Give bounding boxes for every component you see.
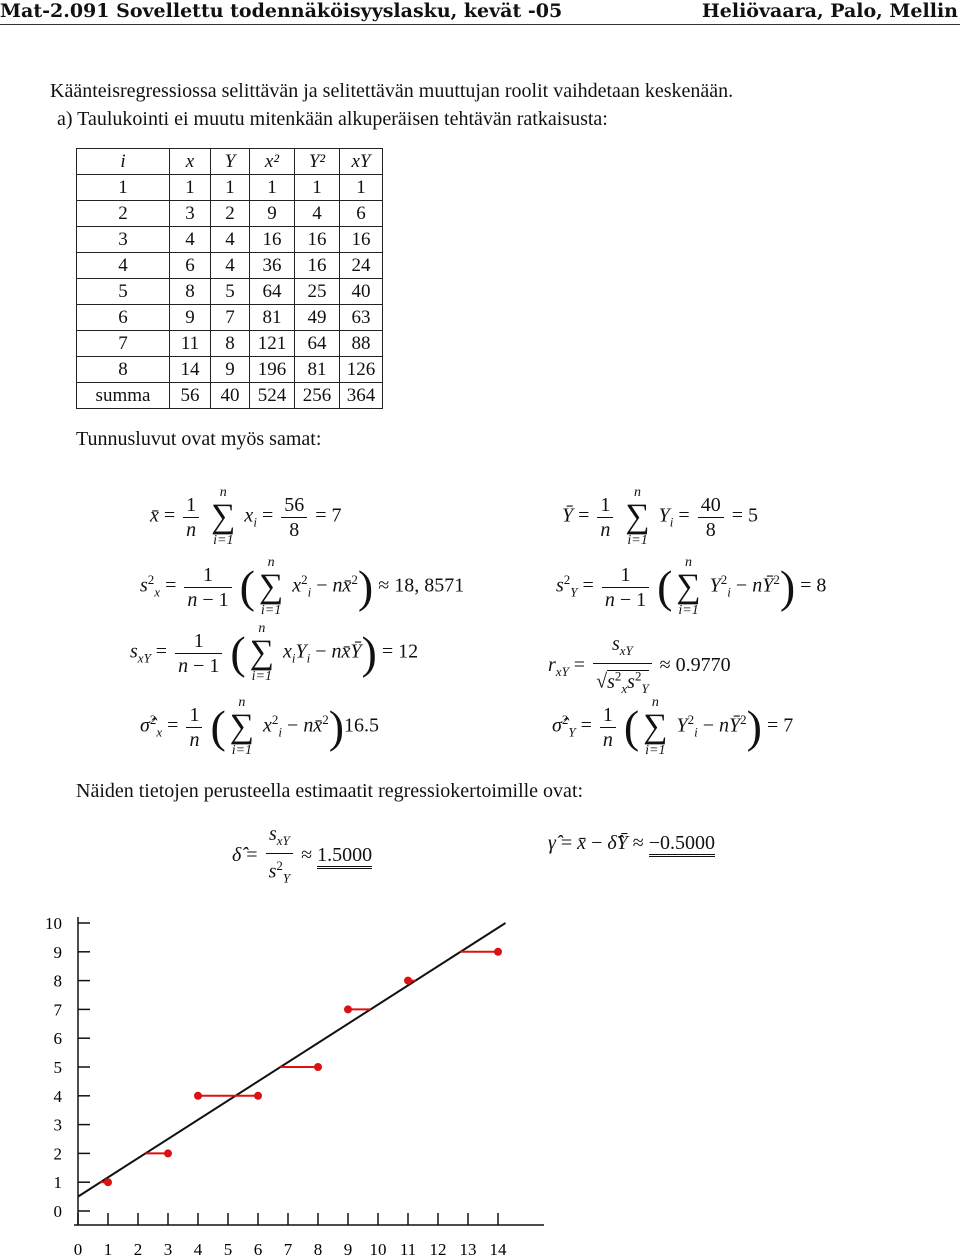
table-row <box>77 175 383 201</box>
table-header-cell: x² <box>250 149 295 175</box>
data-point <box>344 1005 352 1013</box>
table-cell: 364 <box>340 383 383 409</box>
table-cell: 4 <box>77 253 170 279</box>
table-cell: 64 <box>295 331 340 357</box>
table-cell: 7 <box>77 331 170 357</box>
y-tick-label: 8 <box>53 971 62 991</box>
gamma-value: −0.5000 <box>649 832 715 857</box>
xbar-numerator: 56 <box>281 493 307 518</box>
table-cell: 16 <box>295 253 340 279</box>
y-tick-label: 0 <box>53 1202 62 1221</box>
delta-value: 1.5000 <box>317 844 372 869</box>
data-point <box>194 1092 202 1100</box>
table-cell: 16 <box>340 227 383 253</box>
data-point <box>164 1149 172 1157</box>
table-row <box>77 201 383 227</box>
table-cell: 16 <box>250 227 295 253</box>
table-header-row <box>77 149 383 175</box>
table-cell: 7 <box>211 305 250 331</box>
table-cell: 40 <box>211 383 250 409</box>
table-cell: 6 <box>77 305 170 331</box>
estimates-intro: Näiden tietojen perusteella estimaatit regressiokertoimille ovat: <box>76 780 584 802</box>
formula-ybar: Ȳ = $\frac{1}{n}$ n ∑ i=1 $Y_i$ = $\frac{40}{8}$ = 5 <box>562 485 758 548</box>
x-tick-label: 3 <box>163 1240 173 1256</box>
ybar-numerator: 40 <box>698 493 724 518</box>
table-cell: 4 <box>295 201 340 227</box>
x-tick-label: 2 <box>133 1240 143 1256</box>
table-cell: 524 <box>250 383 295 409</box>
x-tick-label: 7 <box>283 1240 293 1256</box>
y-tick-label: 9 <box>53 942 62 962</box>
table-cell: 4 <box>170 227 211 253</box>
table-cell: summa <box>77 383 170 409</box>
table-cell: 1 <box>170 175 211 201</box>
table-cell: 1 <box>250 175 295 201</box>
table-cell: 56 <box>170 383 211 409</box>
table-row <box>77 383 383 409</box>
data-table <box>76 148 383 409</box>
x-tick-label: 12 <box>429 1240 447 1256</box>
data-point <box>314 1063 322 1071</box>
x-tick-label: 5 <box>223 1240 233 1256</box>
table-cell: 8 <box>211 331 250 357</box>
ybar-denominator: 8 <box>705 518 716 541</box>
table-header-cell: xY <box>340 149 383 175</box>
data-point <box>494 948 502 956</box>
y-tick-label: 6 <box>53 1029 62 1049</box>
formula-xbar: x̄ = $\frac{1}{n}$ n ∑ i=1 $x_i$ = $\frac{56}{8}$ = 7 <box>150 485 342 548</box>
table-cell: 9 <box>170 305 211 331</box>
formula-gamma: γ̂ = x̄ − δ̂Ȳ ≈ −0.5000 <box>548 832 715 855</box>
table-cell: 40 <box>340 279 383 305</box>
table-cell: 5 <box>77 279 170 305</box>
table-header-cell: Y² <box>295 149 340 175</box>
data-point <box>404 977 412 985</box>
table-row <box>77 331 383 357</box>
table-cell: 8 <box>170 279 211 305</box>
intro-text: Käänteisregressiossa selittävän ja selitettävän muuttujan roolit vaihdetaan keskenään. <box>50 80 734 102</box>
y-tick-label: 3 <box>53 1115 62 1135</box>
page-header <box>0 0 960 25</box>
table-cell: 126 <box>340 357 383 383</box>
table-cell: 9 <box>250 201 295 227</box>
table-cell: 4 <box>211 227 250 253</box>
table-cell: 16 <box>295 227 340 253</box>
table-cell: 14 <box>170 357 211 383</box>
rxy-result: ≈ 0.9770 <box>659 653 731 676</box>
header-authors: Heliövaara, Palo, Mellin <box>701 0 958 22</box>
xbar-result: = 7 <box>315 504 342 527</box>
table-cell: 24 <box>340 253 383 279</box>
table-cell: 4 <box>211 253 250 279</box>
x-tick-label: 14 <box>489 1240 507 1256</box>
table-cell: 5 <box>211 279 250 305</box>
y-tick-label: 5 <box>53 1058 62 1077</box>
y-tick-label: 4 <box>53 1086 62 1106</box>
y-tick-label: 10 <box>45 914 62 933</box>
data-point <box>104 1178 112 1186</box>
part-a-text: a) Taulukointi ei muutu mitenkään alkuperäisen tehtävän ratkaisusta: <box>57 108 608 130</box>
table-row <box>77 253 383 279</box>
x-tick-label: 9 <box>343 1240 353 1256</box>
table-cell: 8 <box>77 357 170 383</box>
table-cell: 11 <box>170 331 211 357</box>
table-cell: 3 <box>77 227 170 253</box>
table-header-cell: i <box>77 149 170 175</box>
x-tick-label: 11 <box>399 1240 417 1256</box>
table-cell: 88 <box>340 331 383 357</box>
regression-scatter-plot <box>0 895 560 1256</box>
table-cell: 6 <box>340 201 383 227</box>
formula-s2x: $s^2_x$ = $\frac{1}{n - 1}$ ( n ∑ i=1 $x^2_i$ − nx̄$^2$) ≈ 18, 8571 <box>140 555 465 618</box>
sigma-x-result: 16.5 <box>344 714 380 737</box>
data-point <box>254 1092 262 1100</box>
s2x-result: ≈ 18, 8571 <box>378 574 465 597</box>
table-cell: 6 <box>170 253 211 279</box>
table-header-cell: x <box>170 149 211 175</box>
table-row <box>77 357 383 383</box>
table-cell: 36 <box>250 253 295 279</box>
table-cell: 1 <box>295 175 340 201</box>
x-tick-label: 13 <box>459 1240 477 1256</box>
formula-sigma-x: σ̂$^2_x$ = $\frac{1}{n}$ ( n ∑ i=1 $x^2_i$ − nx̄$^2$)16.5 <box>140 695 380 758</box>
table-cell: 2 <box>211 201 250 227</box>
y-tick-label: 2 <box>53 1144 62 1164</box>
y-tick-label: 7 <box>53 1000 62 1020</box>
x-tick-label: 8 <box>313 1240 323 1256</box>
table-row <box>77 279 383 305</box>
table-cell: 196 <box>250 357 295 383</box>
table-cell: 256 <box>295 383 340 409</box>
sxy-result: = 12 <box>381 640 419 663</box>
x-tick-label: 10 <box>369 1240 387 1256</box>
regression-line <box>78 923 505 1197</box>
table-cell: 121 <box>250 331 295 357</box>
xbar-denominator: 8 <box>289 518 300 541</box>
table-row <box>77 227 383 253</box>
x-tick-label: 6 <box>253 1240 263 1256</box>
formula-s2y: $s^2_Y$ = $\frac{1}{n - 1}$ ( n ∑ i=1 $Y^2_i$ − $nȲ^2) = 8$ <box>556 555 827 618</box>
table-cell: 1 <box>77 175 170 201</box>
table-cell: 63 <box>340 305 383 331</box>
s2y-result: = 8 <box>800 574 827 597</box>
x-tick-label: 0 <box>73 1240 83 1256</box>
table-cell: 64 <box>250 279 295 305</box>
header-course: Mat-2.091 Sovellettu todennäköisyyslasku, kevät -05 <box>0 0 563 22</box>
formula-sxy: $s_{xY}$ = $\frac{1}{n - 1}$ ( n ∑ i=1 $x_iY_i$ − nx̄Ȳ) = 12 <box>130 621 419 684</box>
table-cell: 9 <box>211 357 250 383</box>
stats-intro: Tunnusluvut ovat myös samat: <box>76 428 322 450</box>
table-cell: 25 <box>295 279 340 305</box>
formula-rxy: $r_{xY}$ = $\frac{s_{xY}}{√s^2_xs^2_Y}$ ≈ 0.9770 <box>548 633 731 696</box>
y-tick-label: 1 <box>53 1173 62 1193</box>
table-cell: 81 <box>250 305 295 331</box>
x-tick-label: 1 <box>103 1240 113 1256</box>
table-cell: 49 <box>295 305 340 331</box>
table-cell: 1 <box>340 175 383 201</box>
formula-delta: δ̂ = $\frac{s_{xY}}{s^2_Y}$ ≈ 1.5000 <box>232 823 373 886</box>
table-cell: 2 <box>77 201 170 227</box>
sigma-y-result: = 7 <box>766 714 794 737</box>
ybar-result: = 5 <box>731 504 758 527</box>
x-tick-label: 4 <box>193 1240 203 1256</box>
table-cell: 3 <box>170 201 211 227</box>
table-cell: 81 <box>295 357 340 383</box>
table-cell: 1 <box>211 175 250 201</box>
table-row <box>77 305 383 331</box>
table-header-cell: Y <box>211 149 250 175</box>
formula-sigma-y: σ̂$^2_Y$ = $\frac{1}{n}$ ( n ∑ i=1 $Y^2_i$ − $nȲ^2) = 7$ <box>552 695 794 758</box>
